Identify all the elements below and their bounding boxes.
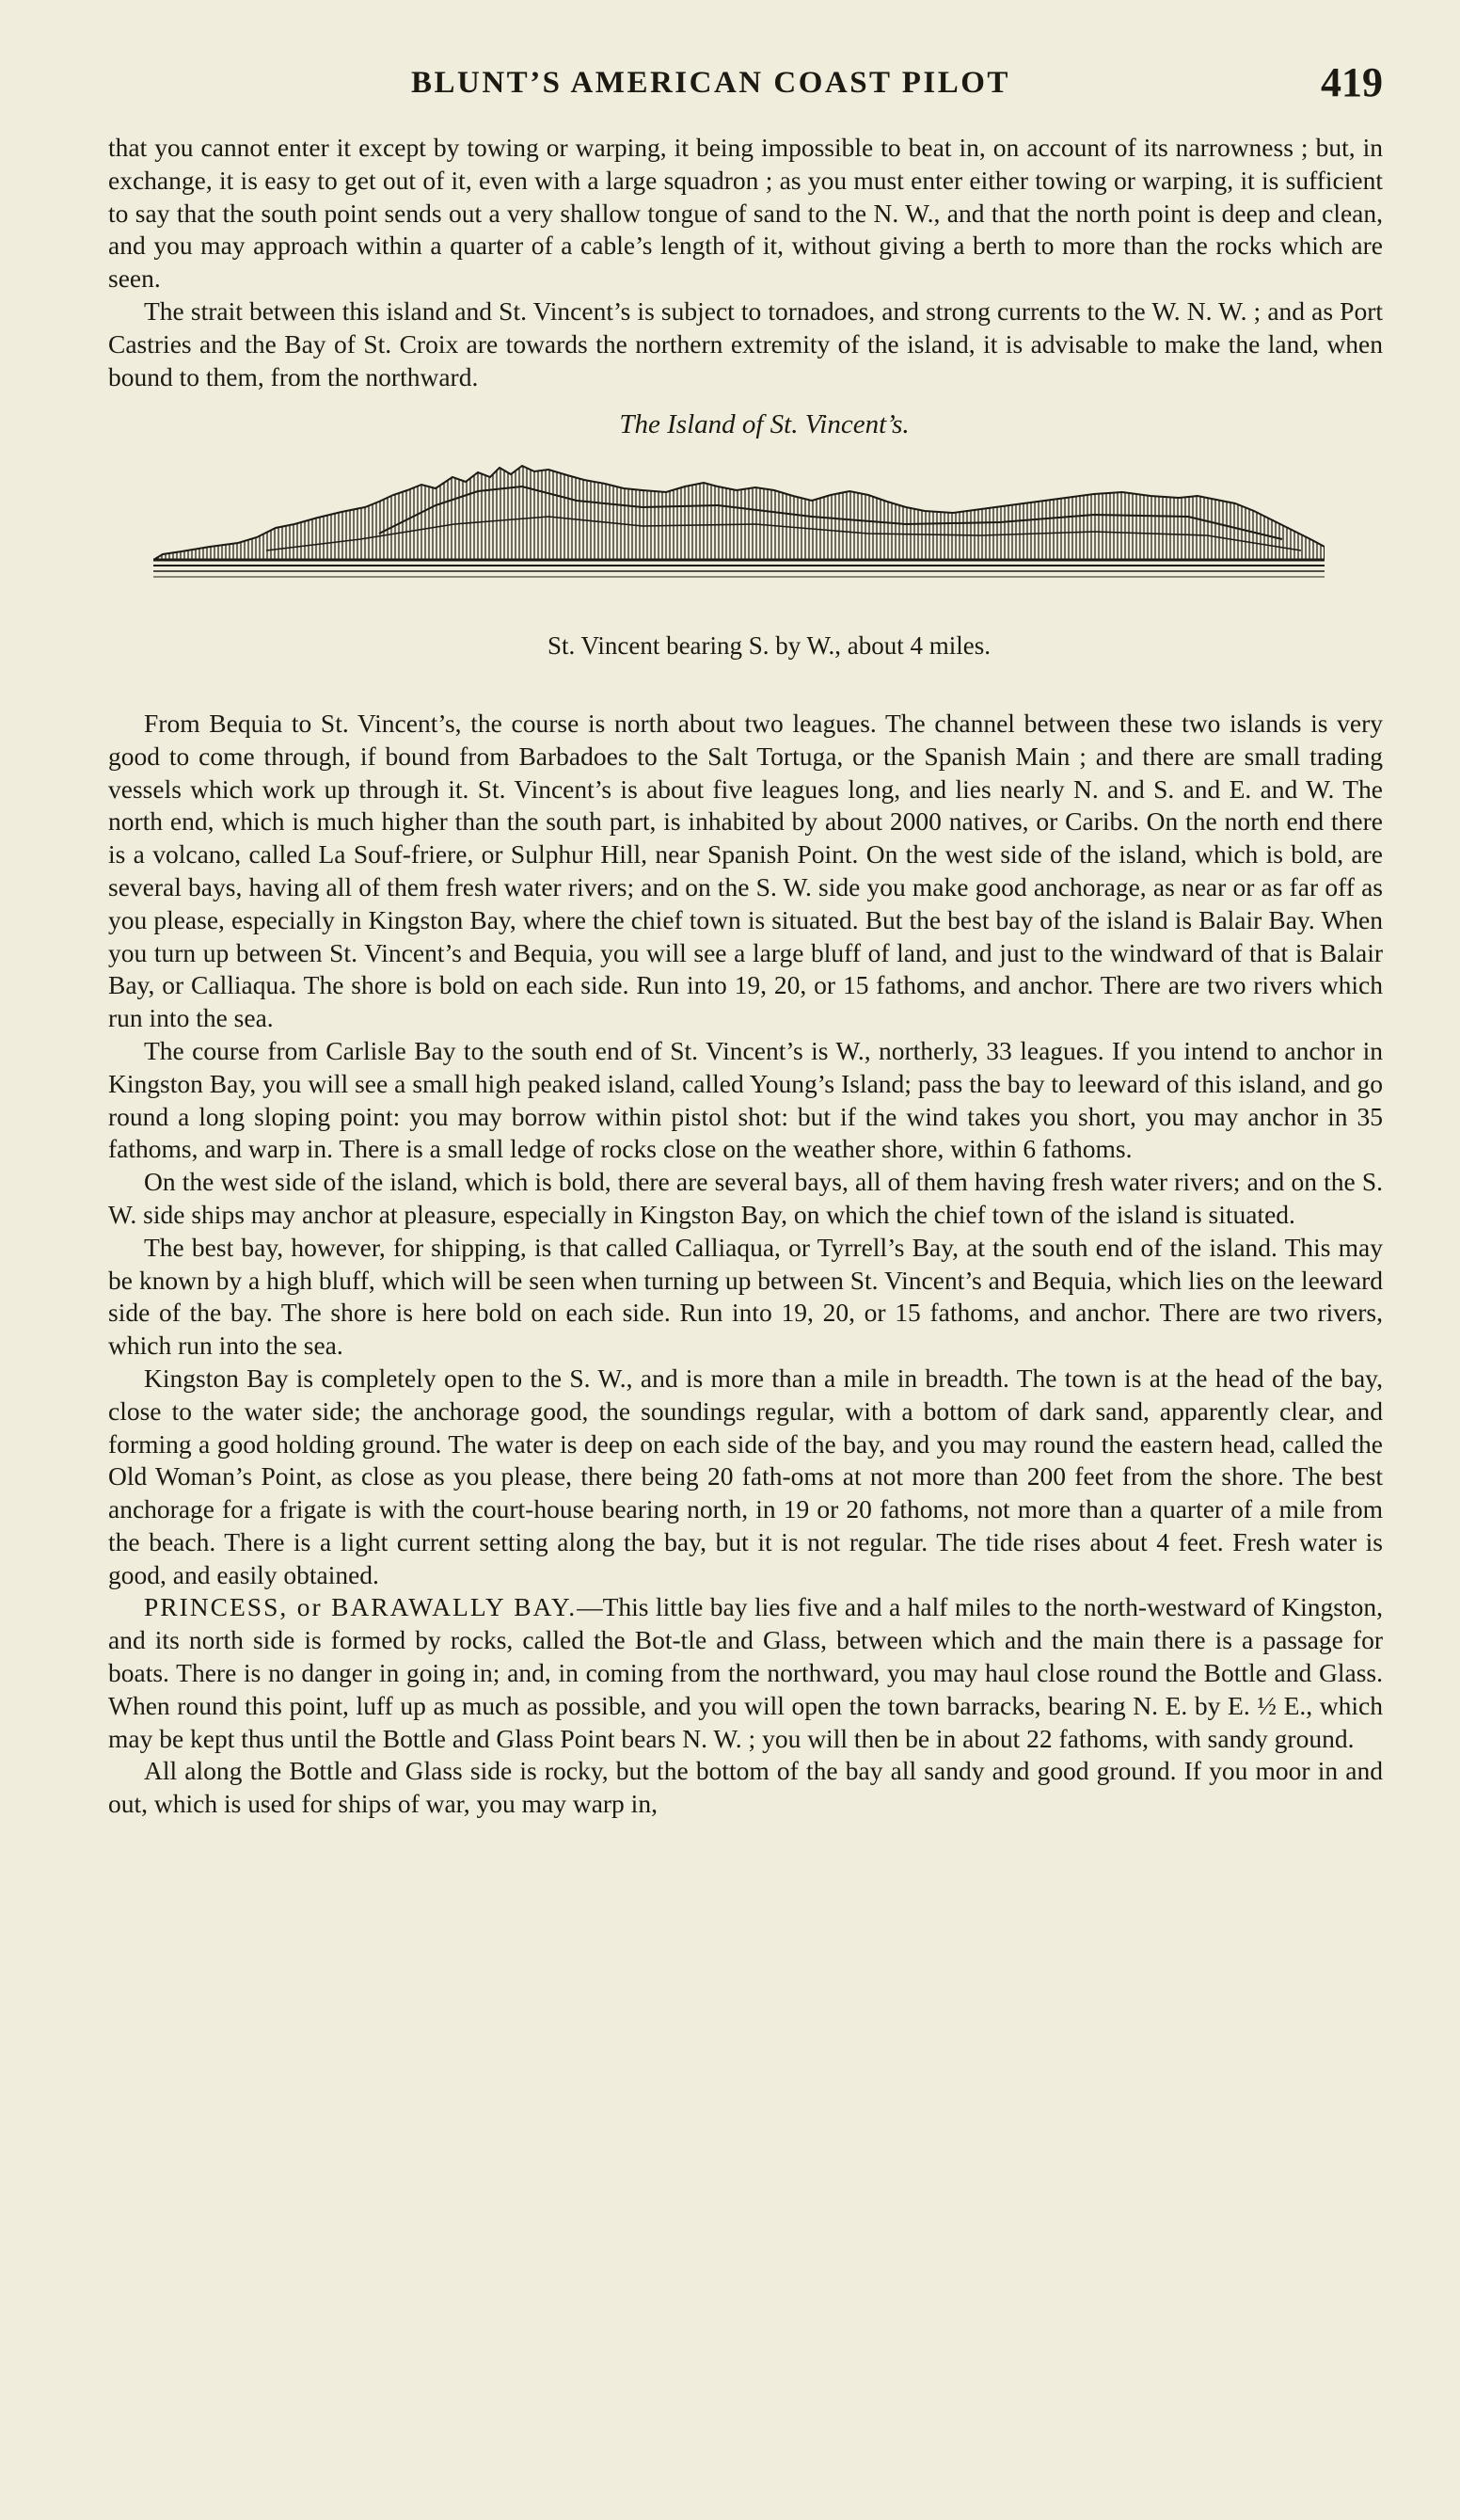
coastline-profile-figure bbox=[153, 449, 1325, 581]
paragraph: that you cannot enter it except by towing or warping, it being impossible to beat in, on account of its narrowness ; but, in exchange, it is easy to get out of it, even with a large squadron ; as you must enter either towing or warping, it is sufficient to say that the south point sends out a very shallow tongue of sand to the N. W., and that the north point is deep and clean, and you may approach within a quarter of a cable’s length of it, without giving a berth to more than the rocks which are seen. bbox=[108, 133, 1383, 294]
figure-title: The Island of St. Vincent’s. bbox=[619, 409, 910, 440]
section-lead: PRINCESS, or BARAWALLY BAY. bbox=[144, 1592, 578, 1622]
page-number: 419 bbox=[1321, 59, 1383, 105]
paragraph: On the west side of the island, which is bold, there are several bays, all of them having fresh water rivers; and on the S. W. side ships may anchor at pleasure, especially in Kingston Bay, on which the chief town of the island is situated. bbox=[108, 1167, 1383, 1229]
paragraph-princess-bay bbox=[108, 1591, 1383, 1755]
running-title: BLUNT’S AMERICAN COAST PILOT bbox=[411, 66, 1010, 100]
paragraph: From Bequia to St. Vincent’s, the course is north about two leagues. The channel between these two islands is very good to come through, if bound from Barbadoes to the Salt Tortuga, or the Spanish Main ; and there are small trading vessels which work up through it. St. Vincent’s is about five leagues long, and lies nearly N. and S. and E. and W. The north end, which is much higher than the south part, is inhabited by about 2000 natives, or Caribs. On the north end there is a volcano, called La Souf-friere, or Sulphur Hill, near Spanish Point. On the west side of the island, which is bold, are several bays, having all of them fresh water rivers; and on the S. W. side you make good anchorage, as near or as far off as you please, especially in Kingston Bay, where the chief town is situated. But the best bay of the island is Balair Bay. When you turn up between St. Vincent’s and Bequia, you will see a large bluff of land, and just to the windward of that is Balair Bay, or Calliaqua. The shore is bold on each side. Run into 19, 20, or 15 fathoms, and anchor. There are two rivers which run into the sea. bbox=[108, 708, 1383, 1033]
paragraph: The best bay, however, for shipping, is that called Calliaqua, or Tyrrell’s Bay, at the south end of the island. This may be known by a high bluff, which will be seen when turning up between St. Vincent’s and Bequia, which lies on the leeward side of the bay. The shore is here bold on each side. Run into 19, 20, or 15 fathoms, and anchor. There are two rivers, which run into the sea. bbox=[108, 1232, 1383, 1361]
coastline-profile-engraving bbox=[153, 449, 1325, 581]
body-text bbox=[108, 132, 1383, 1821]
paragraph-text: —This little bay lies five and a half miles to the north-westward of Kingston, and its north side is formed by rocks, called the Bot-tle and Glass, between which and the main there is a passage for boats. There is no danger in going in; and, in coming from the northward, you may haul close round the Bottle and Glass. When round this point, luff up as much as possible, and you will open the town barracks, bearing N. E. by E. ½ E., which may be kept thus until the Bottle and Glass Point bears N. W. ; you will then be in about 22 fathoms, with sandy ground. bbox=[108, 1592, 1383, 1753]
paragraph: The course from Carlisle Bay to the south end of St. Vincent’s is W., northerly, 33 leagues. If you intend to anchor in Kingston Bay, you will see a small high peaked island, called Young’s Island; pass the bay to leeward of this island, and go round a long sloping point: you may borrow within pistol shot: but if the wind takes you short, you may anchor in 35 fathoms, and warp in. There is a small ledge of rocks close on the weather shore, within 6 fathoms. bbox=[108, 1035, 1383, 1164]
paragraph: The strait between this island and St. Vincent’s is subject to tornadoes, and strong currents to the W. N. W. ; and as Port Castries and the Bay of St. Croix are towards the northern extremity of the island, it is advisable to make the land, when bound to them, from the northward. bbox=[108, 295, 1383, 391]
paragraph: All along the Bottle and Glass side is rocky, but the bottom of the bay all sandy and good ground. If you moor in and out, which is used for ships of war, you may warp in, bbox=[108, 1756, 1383, 1819]
paragraph: Kingston Bay is completely open to the S. W., and is more than a mile in breadth. The town is at the head of the bay, close to the water side; the anchorage good, the soundings regular, with a bottom of dark sand, apparently clear, and forming a good holding ground. The water is deep on each side of the bay, and you may round the eastern head, called the Old Woman’s Point, as close as you please, there being 20 fath-oms at not more than 200 feet from the shore. The best anchorage for a frigate is with the court-house bearing north, in 19 or 20 fathoms, not more than a quarter of a mile from the beach. There is a light current setting along the bay, but it is not regular. The tide rises about 4 feet. Fresh water is good, and easily obtained. bbox=[108, 1363, 1383, 1589]
page-header bbox=[105, 58, 1383, 115]
figure-caption: St. Vincent bearing S. by W., about 4 miles. bbox=[547, 631, 992, 661]
